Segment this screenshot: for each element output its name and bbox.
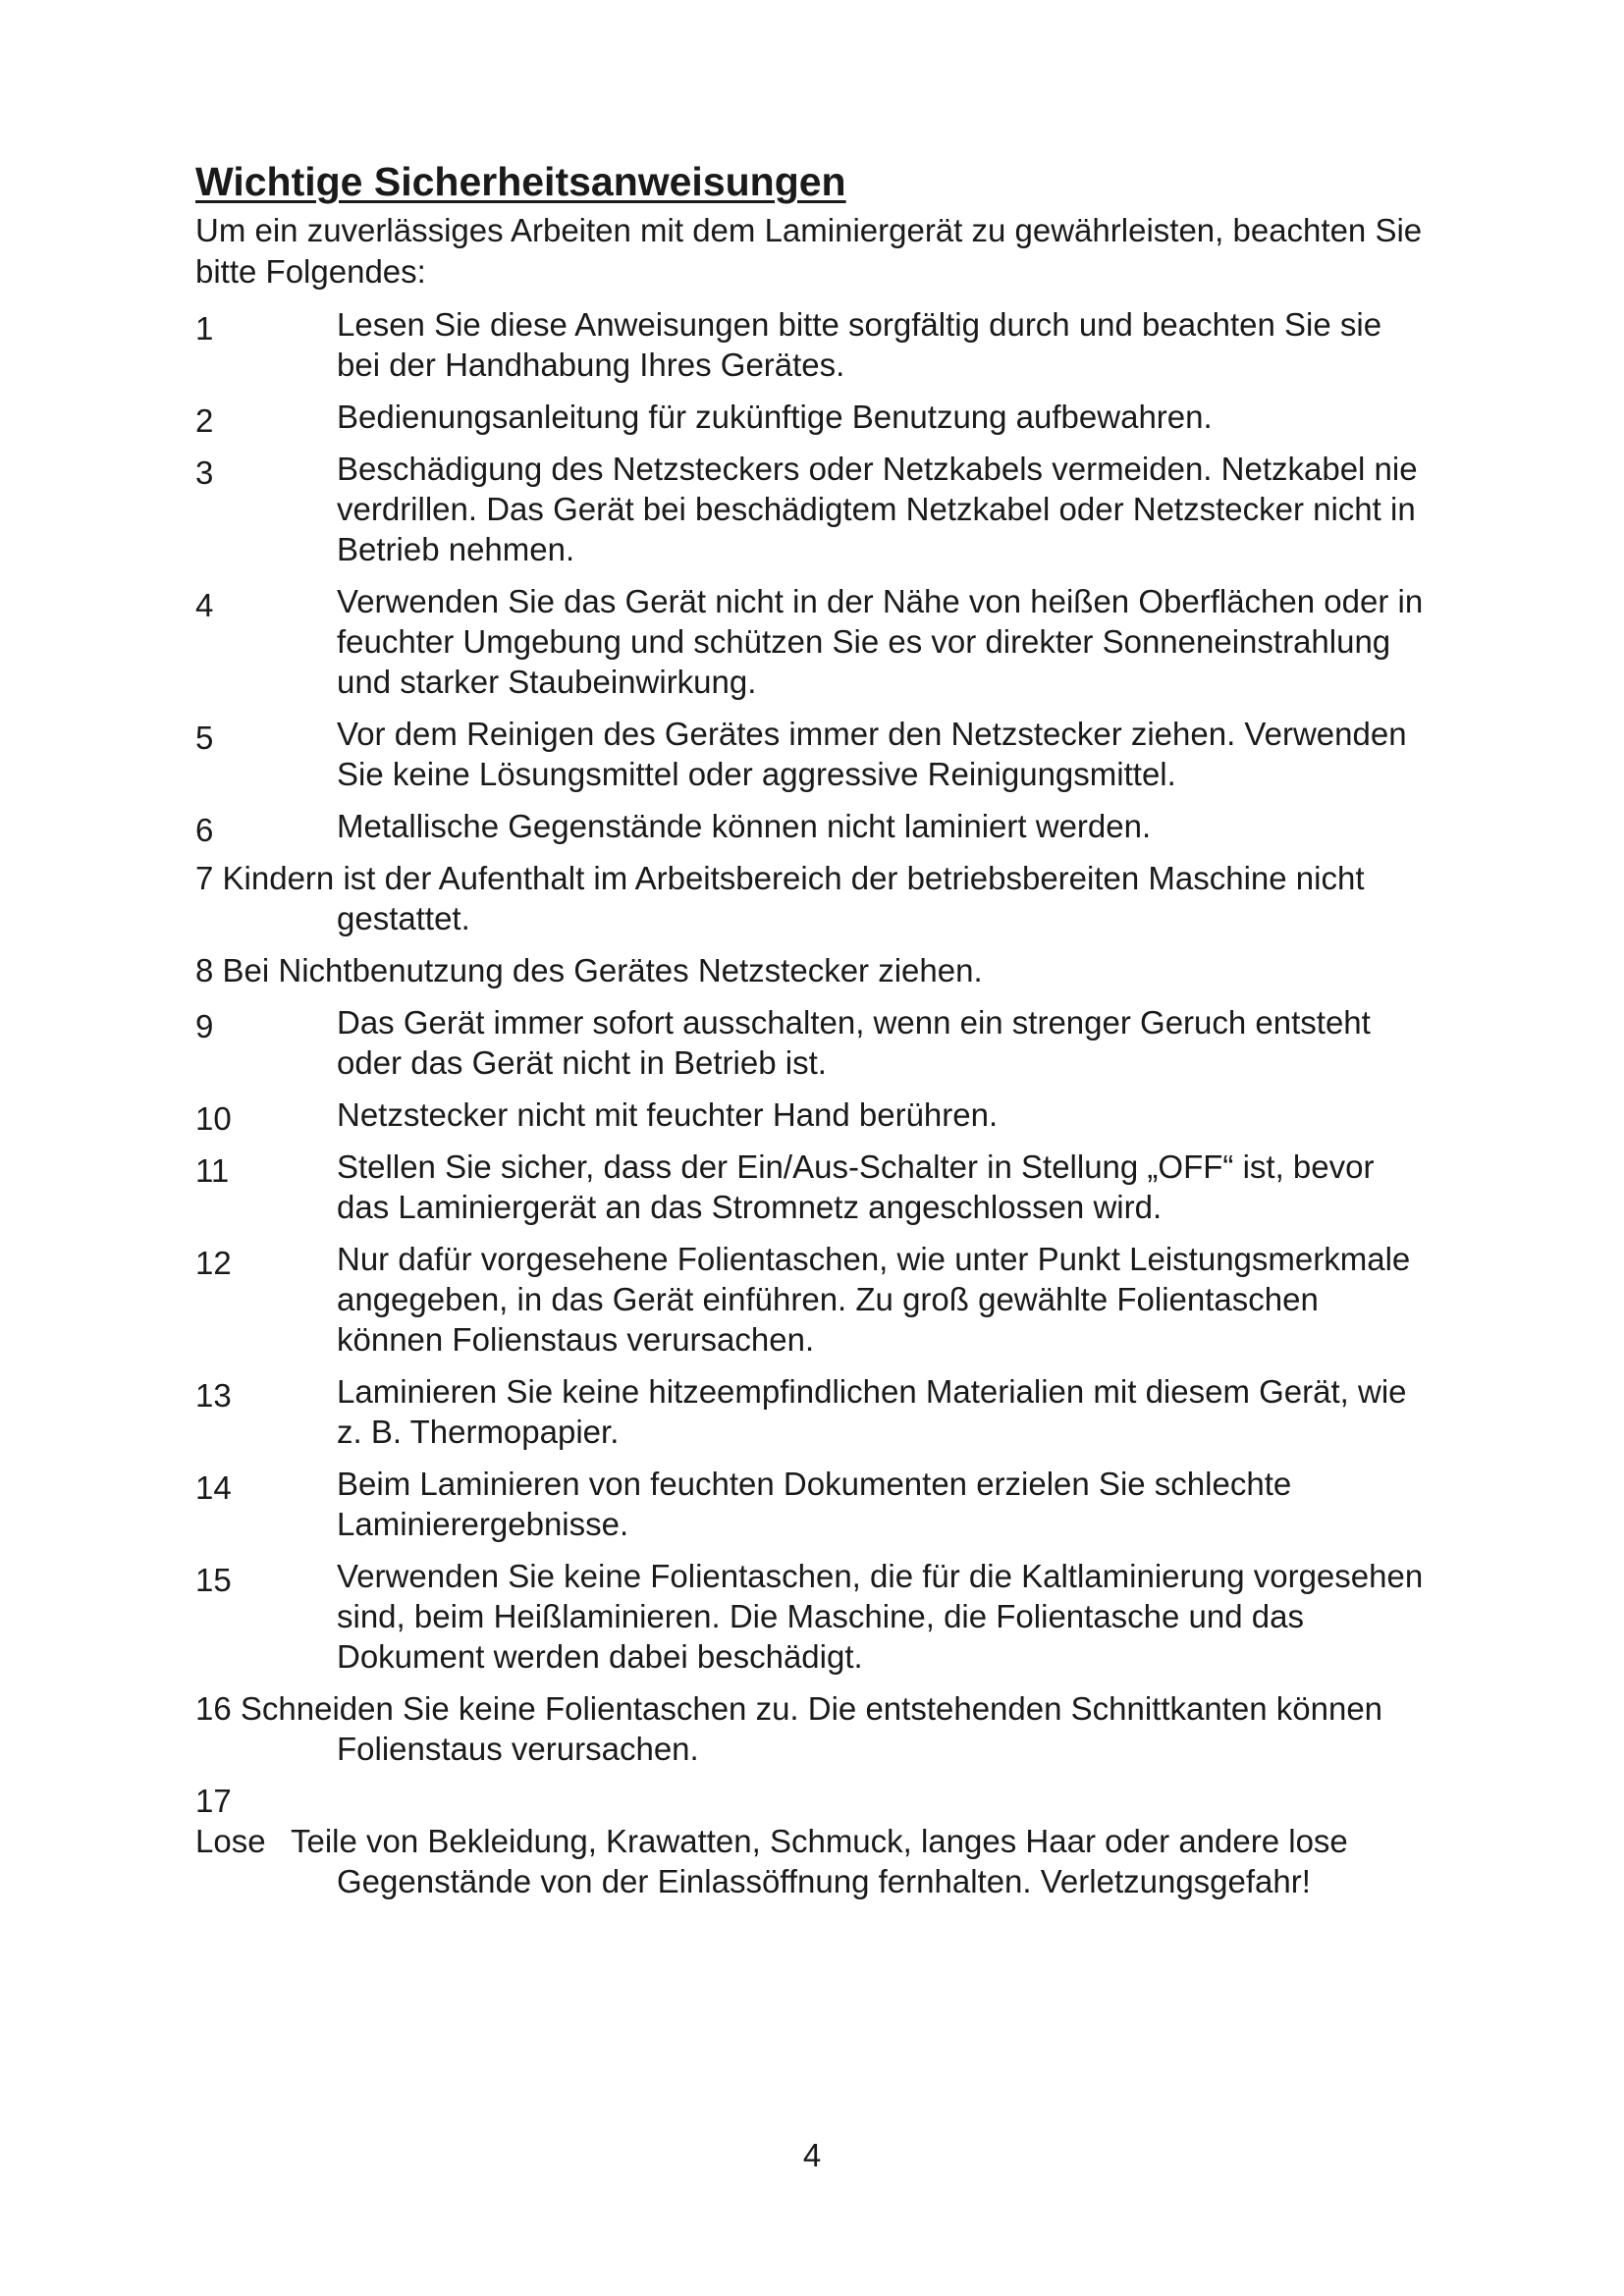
list-item (195, 581, 1433, 702)
item-text: Netzstecker nicht mit feuchter Hand berühren. (337, 1096, 999, 1133)
item-text: Lesen Sie diese Anweisungen bitte sorgfältig durch und beachten Sie sie bei der Handhabung Ihres Gerätes. (337, 306, 1382, 383)
intro-paragraph: Um ein zuverlässiges Arbeiten mit dem Laminiergerät zu gewährleisten, beachten Sie bitte Folgendes: (195, 212, 1423, 290)
item-number: 17 Lose (195, 1783, 266, 1859)
list-item (195, 1464, 1433, 1544)
item-number: 1 (195, 310, 214, 347)
list-item (195, 1781, 1433, 1901)
item-text: Vor dem Reinigen des Gerätes immer den Netzstecker ziehen. Verwenden Sie keine Lösungsmittel oder aggressive Reinigungsmittel. (337, 716, 1407, 792)
item-text: Metallische Gegenstände können nicht laminiert werden. (337, 808, 1152, 844)
item-number: 11 (195, 1152, 230, 1189)
item-text: Teile von Bekleidung, Krawatten, Schmuck, langes Haar oder andere lose Gegenstände von der Einlassöffnung fernhalten. Verletzungsgefahr! (291, 1823, 1348, 1899)
item-text: Nur dafür vorgesehene Folientaschen, wie unter Punkt Leistungsmerkmale angegeben, in das Gerät einführen. Zu groß gewählte Folientaschen können Folienstaus verursachen. (337, 1241, 1411, 1358)
item-text: Verwenden Sie keine Folientaschen, die für die Kaltlaminierung vorgesehen sind, beim Heißlaminieren. Die Maschine, die Folientasche und das Dokument werden dabei beschädigt. (337, 1558, 1424, 1675)
item-text: Kindern ist der Aufenthalt im Arbeitsbereich der betriebsbereiten Maschine nicht gestattet. (222, 860, 1365, 936)
item-number: 13 (195, 1377, 232, 1414)
list-item (195, 1002, 1433, 1083)
item-text: Das Gerät immer sofort ausschalten, wenn ein strenger Geruch entsteht oder das Gerät nicht in Betrieb ist. (337, 1004, 1371, 1081)
item-number: 10 (195, 1100, 232, 1137)
list-item (195, 950, 1433, 990)
item-text: Beim Laminieren von feuchten Dokumenten erzielen Sie schlechte Laminierergebnisse. (337, 1466, 1292, 1542)
item-text: Bei Nichtbenutzung des Gerätes Netzstecker ziehen. (222, 952, 983, 988)
list-item (195, 1688, 1433, 1769)
list-item (195, 397, 1433, 437)
content-area (195, 157, 1433, 1913)
item-number: 14 (195, 1469, 232, 1506)
list-item (195, 1371, 1433, 1452)
item-number: 4 (195, 587, 214, 623)
list-item (195, 449, 1433, 569)
item-number: 9 (195, 1008, 214, 1044)
list-item (195, 714, 1433, 794)
item-number: 5 (195, 720, 214, 756)
item-number: 16 (195, 1690, 232, 1727)
list-item (195, 304, 1433, 385)
item-number: 6 (195, 812, 214, 848)
list-item (195, 1147, 1433, 1227)
item-text: Schneiden Sie keine Folientaschen zu. Die entstehenden Schnittkanten können Folienstaus verursachen. (240, 1690, 1383, 1767)
list-item (195, 1239, 1433, 1360)
item-number: 8 (195, 952, 214, 988)
item-text: Bedienungsanleitung für zukünftige Benutzung aufbewahren. (337, 399, 1213, 435)
item-number: 3 (195, 454, 214, 491)
list-item (195, 1556, 1433, 1677)
item-text: Beschädigung des Netzsteckers oder Netzkabels vermeiden. Netzkabel nie verdrillen. Das Gerät bei beschädigtem Netzkabel oder Netzstecker nicht in Betrieb nehmen. (337, 451, 1418, 567)
item-text: Stellen Sie sicher, dass der Ein/Aus-Schalter in Stellung „OFF“ ist, bevor das Laminiergerät an das Stromnetz angeschlossen wird. (337, 1148, 1375, 1225)
item-text: Laminieren Sie keine hitzeempfindlichen Materialien mit diesem Gerät, wie z. B. Thermopapier. (337, 1373, 1407, 1450)
list-item (195, 1095, 1433, 1135)
list-item (195, 858, 1433, 938)
item-number: 15 (195, 1562, 232, 1598)
item-text: Verwenden Sie das Gerät nicht in der Nähe von heißen Oberflächen oder in feuchter Umgebung und schützen Sie es vor direkter Sonneneinstrahlung und starker Staubeinwirkung. (337, 583, 1424, 700)
page-title: Wichtige Sicherheitsanweisungen (195, 159, 846, 204)
item-number: 2 (195, 402, 214, 439)
item-number: 12 (195, 1245, 232, 1281)
safety-instructions-list (195, 304, 1433, 1901)
item-number: 7 (195, 860, 214, 896)
page-number: 4 (802, 2137, 822, 2173)
list-item (195, 806, 1433, 846)
